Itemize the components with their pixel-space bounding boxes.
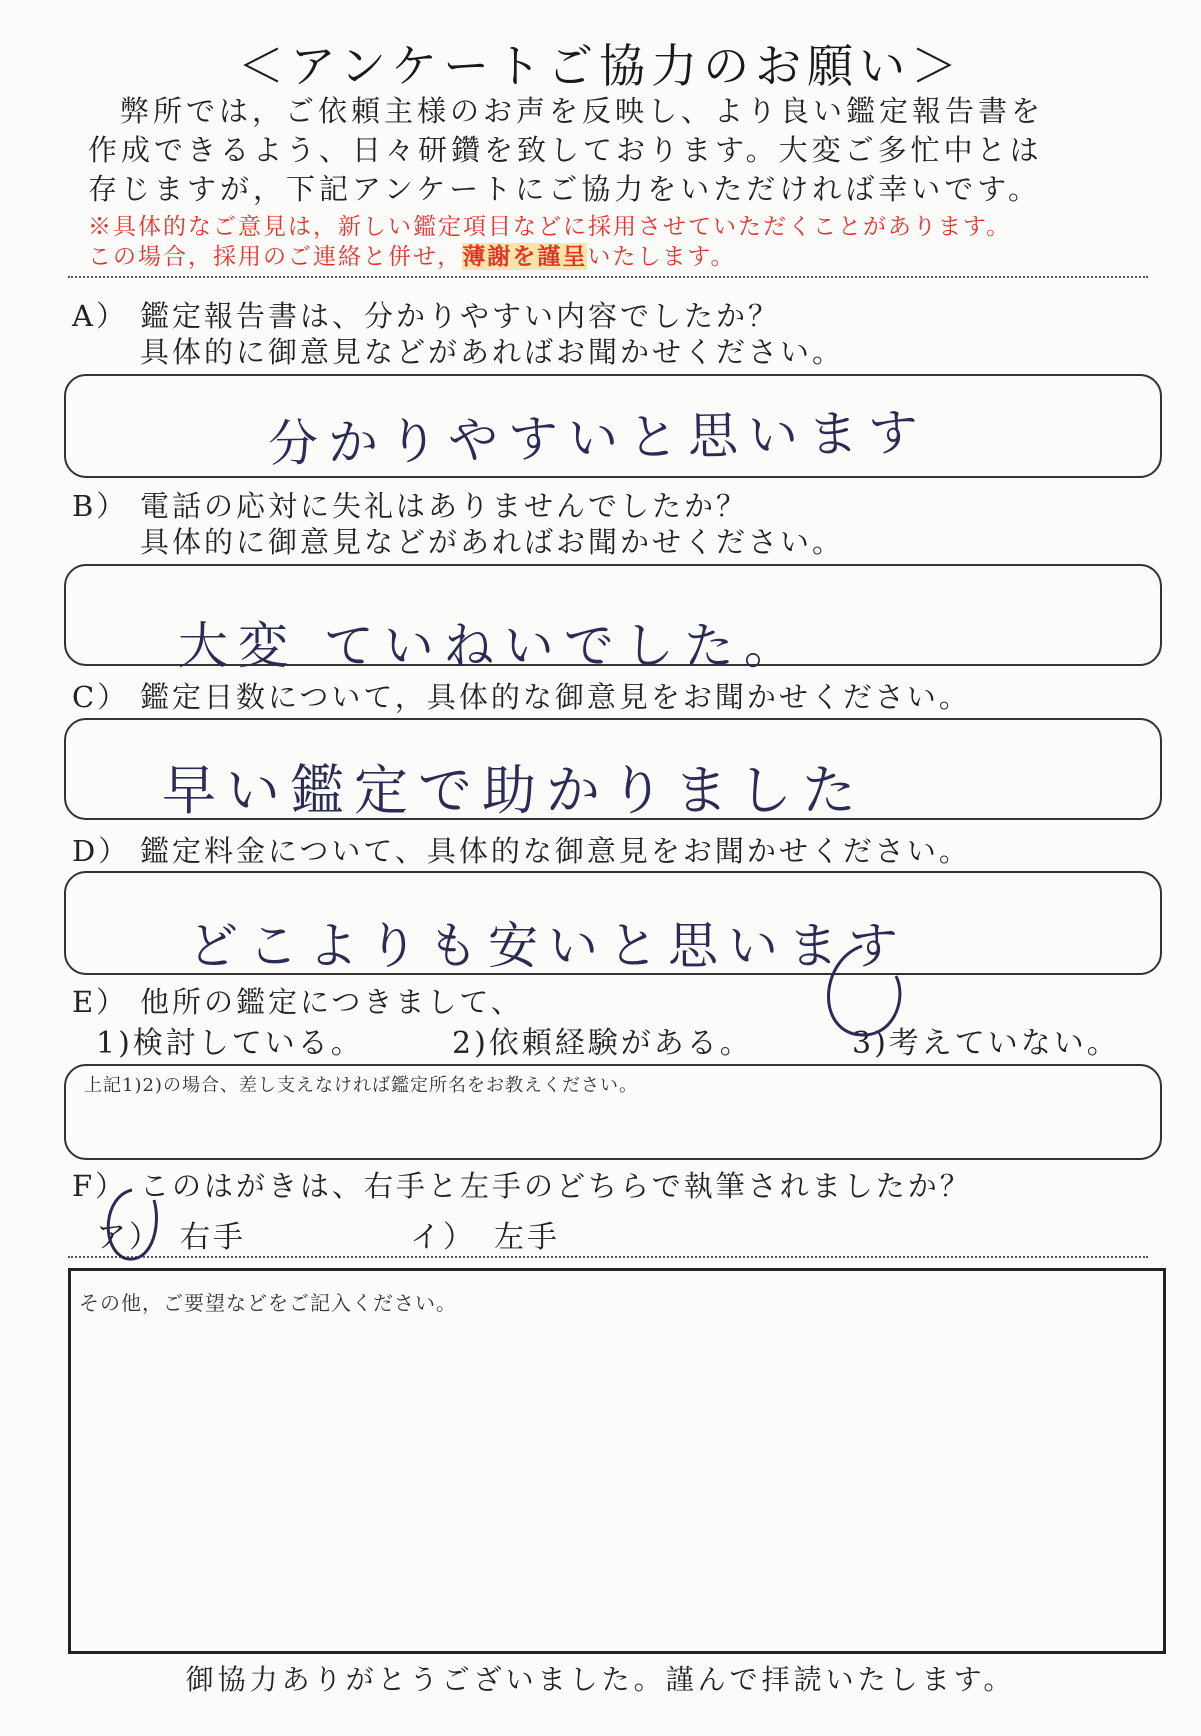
question-c-label: C） [72,680,130,714]
question-f [72,1168,972,1204]
question-e-label: E） [72,985,129,1019]
question-a [72,298,844,370]
footer-divider [68,1256,1148,1258]
question-a-label: A） [72,299,128,333]
answer-d-handwriting: どこよりも安いと思います [188,917,908,975]
option-f-right-hand[interactable]: ア） 右手 [96,1220,246,1255]
answer-b-handwriting: 大変 ていねいでした。 [178,617,804,675]
intro-line-1: 弊所では，ご依頼主様のお声を反映し、より良い鑑定報告書を [120,94,1045,128]
notice-text [88,212,1158,272]
question-a-text: 鑑定報告書は、分かりやすい内容でしたか？ [140,299,781,333]
question-d-text: 鑑定料金について、具体的な御意見をお聞かせください。 [140,834,971,868]
answer-c-handwriting: 早い鑑定で助かりました [162,759,866,822]
intro-text [88,92,1148,209]
question-c-text: 鑑定日数について，具体的な御意見をお聞かせください。 [140,680,971,714]
intro-line-2: 作成できるよう、日々研鑽を致しております。大変ご多忙中とは [88,133,1043,167]
page-title: ＜アンケートご協力のお願い＞ [237,39,964,93]
header-divider [68,276,1148,278]
other-requests-label: その他，ご要望などをご記入ください。 [79,1291,457,1315]
footer-thanks: 御協力ありがとうございました。謹んで拝読いたします。 [185,1663,1016,1696]
notice-line-1: ※具体的なご意見は，新しい鑑定項目などに採用させていただくことがあります。 [88,214,1012,240]
notice-emphasis: 薄謝を謹呈 [462,243,588,270]
question-e [72,984,523,1020]
question-b [72,488,844,560]
notice-line-2-suffix: いたします。 [587,244,736,270]
question-f-text: このはがきは、右手と左手のどちらで執筆されましたか？ [140,1169,972,1203]
question-e-sublabel: 上記1)2)の場合、差し支えなければ鑑定所名をお教えください。 [84,1075,638,1096]
option-e-3[interactable]: 3)考えていない。 [852,1026,1120,1061]
question-a-subtext: 具体的に御意見などがあればお聞かせください。 [140,335,845,369]
option-e-1[interactable]: 1)検討している。 [96,1026,364,1061]
option-e-2[interactable]: 2)依頼経験がある。 [452,1026,753,1061]
question-d-label: D） [72,834,131,868]
option-f-left-hand[interactable]: イ） 左手 [410,1220,560,1255]
question-d [72,833,971,869]
other-requests-box[interactable] [68,1268,1166,1654]
question-c [72,679,971,715]
question-e-text: 他所の鑑定につきまして、 [140,985,523,1019]
answer-a-handwriting: 分かりやすいと思います [267,403,929,473]
intro-line-3: 存じますが，下記アンケートにご協力をいただければ幸いです。 [88,172,1041,206]
notice-line-2 [88,242,1158,272]
question-f-label: F） [72,1169,128,1203]
notice-line-2-prefix: この場合，採用のご連絡と併せ， [88,244,463,270]
question-b-label: B） [72,489,129,523]
question-b-subtext: 具体的に御意見などがあればお聞かせください。 [140,525,845,559]
question-b-text: 電話の応対に失礼はありませんでしたか？ [140,489,749,523]
